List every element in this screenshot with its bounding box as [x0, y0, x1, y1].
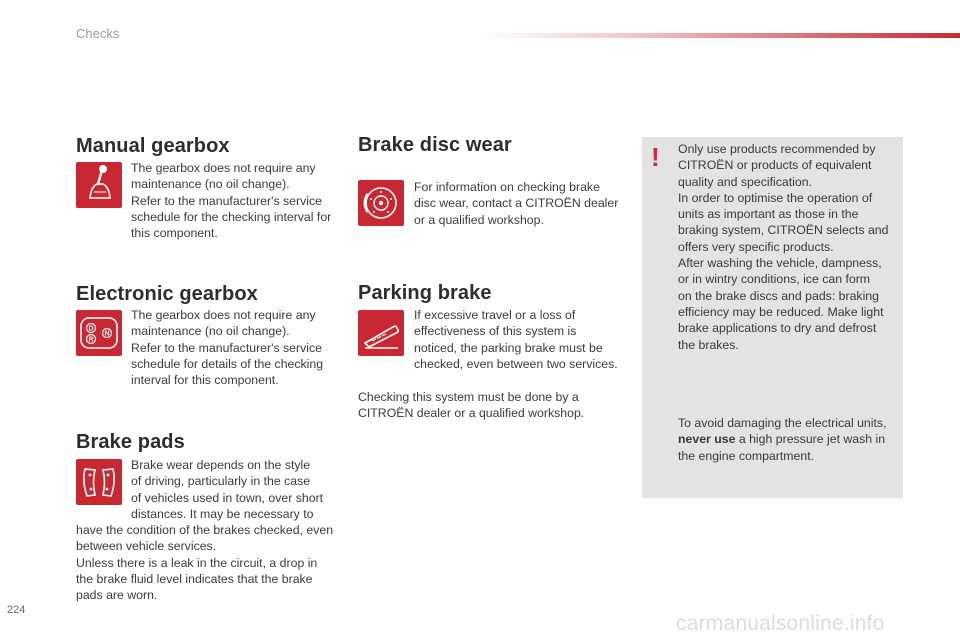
watermark: carmanualsonline.info [676, 612, 885, 635]
gear-selector-icon [76, 310, 122, 356]
gear-lever-icon [76, 162, 122, 208]
brake-pads-heading: Brake pads [76, 431, 185, 453]
note-warning-text: To avoid damaging the electrical units, never use a high pressure jet wash in the engine compartment. [678, 416, 887, 463]
parking-brake-lever-icon [358, 310, 404, 356]
brake-pads-icon [76, 459, 122, 505]
page-number: 224 [7, 604, 26, 616]
brake-pads-text-continued: have the condition of the brakes checked, even between vehicle services. Unless there is a leak in the circuit, a drop in the brake fluid level indicates that the brake pads are worn. [76, 523, 334, 603]
warning-exclamation-icon: ! [651, 142, 660, 172]
brake-disc-wear-heading: Brake disc wear [358, 134, 512, 156]
manual-gearbox-text: The gearbox does not require any maintenance (no oil change). Refer to the manufacturer's service schedule for the checking interval for this component. [131, 161, 332, 241]
note-text: Only use products recommended by CITROËN or products of equivalent quality and specification. In order to optimise the operation of units as important as those in the braking system, CITROËN selects and offers very specific products. After washing the vehicle, dampness, or in wintry conditions, ice can form on the brake discs and pads: braking efficiency may be reduced. Make light brake applications to dry and defrost the brakes. [678, 142, 889, 352]
electronic-gearbox-heading: Electronic gearbox [76, 283, 258, 305]
parking-brake-text: If excessive travel or a loss of effectiveness of this system is noticed, the parking brake must be checked, even between two services. [414, 308, 618, 371]
brake-pads-text: Brake wear depends on the style of driving, particularly in the case of vehicles used in town, over short distances. It may be necessary to [131, 458, 324, 521]
header-accent-line [480, 33, 960, 38]
manual-gearbox-heading: Manual gearbox [76, 135, 230, 157]
svg-text:R: R [88, 336, 94, 344]
electronic-gearbox-text: The gearbox does not require any maintenance (no oil change). Refer to the manufacturer's service schedule for details of the checking interval for this component. [131, 308, 324, 388]
never-use-emphasis: never use [678, 432, 736, 447]
brake-disc-wear-text: For information on checking brake disc wear, contact a CITROËN dealer or a qualified workshop. [414, 180, 619, 227]
svg-text:N: N [104, 330, 110, 338]
parking-brake-extra-text: Checking this system must be done by a CITROËN dealer or a qualified workshop. [358, 390, 585, 421]
brake-disc-icon [358, 180, 404, 226]
parking-brake-heading: Parking brake [358, 282, 492, 304]
section-header-label: Checks [76, 26, 120, 41]
svg-text:D: D [88, 325, 94, 333]
